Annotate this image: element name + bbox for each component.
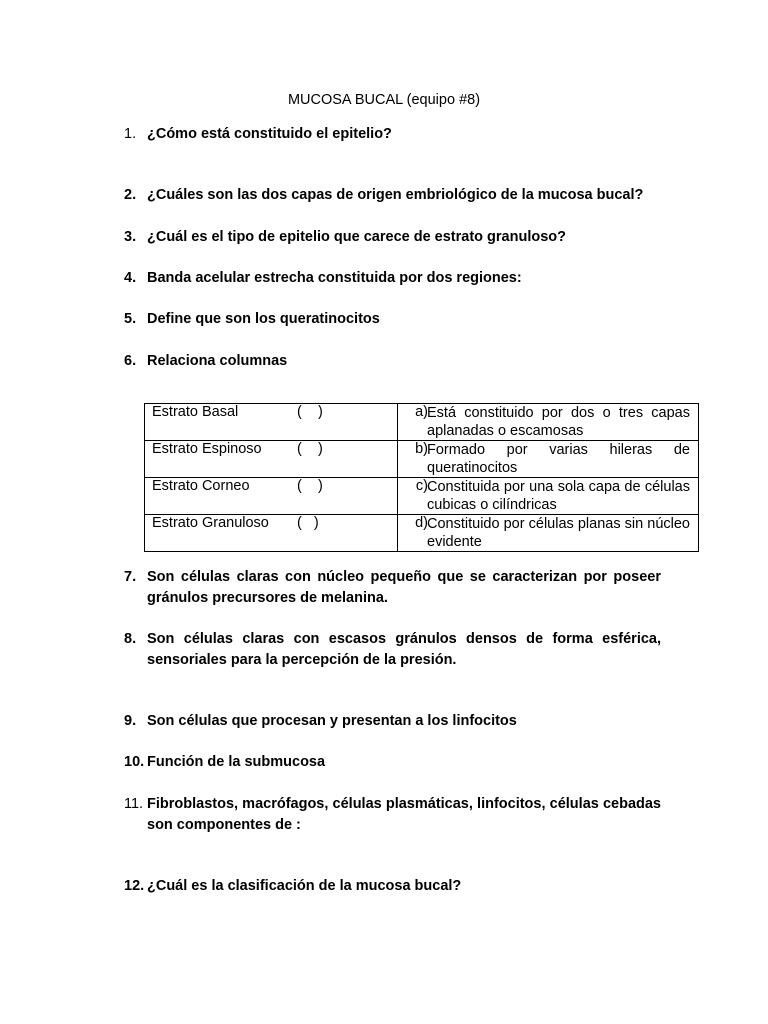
- right-cell: [398, 515, 699, 552]
- question-text: ¿Cuál es el tipo de epitelio que carece de estrato granuloso?: [147, 229, 566, 245]
- option-description: Constituido por células planas sin núcleo evidente: [427, 516, 690, 550]
- left-cell: [145, 478, 398, 515]
- left-cell: [145, 515, 398, 552]
- question-text: Define que son los queratinocitos: [147, 311, 380, 327]
- answer-blank: ( ): [297, 441, 323, 457]
- question-text: Son células claras con núcleo pequeño que se caracterizan por poseer gránulos precursores de melanina.: [147, 569, 661, 606]
- table-row: [145, 404, 699, 441]
- question-number: 6.: [124, 353, 137, 369]
- question-number: 4.: [124, 270, 137, 286]
- question-1: [124, 124, 661, 145]
- question-text: Son células que procesan y presentan a los linfocitos: [147, 713, 517, 729]
- question-text: Son células claras con escasos gránulos densos de forma esférica, sensoriales para la percepción de la presión.: [147, 631, 661, 668]
- match-columns-table: [144, 403, 699, 552]
- question-text: Banda acelular estrecha constituida por dos regiones:: [147, 270, 522, 286]
- question-text: ¿Cuál es la clasificación de la mucosa bucal?: [147, 878, 462, 894]
- question-number: 7.: [124, 569, 137, 585]
- table-row: [145, 515, 699, 552]
- stratum-name: Estrato Espinoso: [152, 441, 262, 457]
- right-cell: [398, 404, 699, 441]
- question-text: Fibroblastos, macrófagos, células plasmáticas, linfocitos, células cebadas son componentes de :: [147, 796, 661, 833]
- stratum-name: Estrato Granuloso: [152, 515, 269, 531]
- option-description: Formado por varias hileras de queratinocitos: [427, 442, 690, 476]
- question-2: [124, 185, 661, 206]
- answer-blank: ( ): [297, 404, 323, 420]
- stratum-name: Estrato Basal: [152, 404, 239, 420]
- question-number: 2.: [124, 187, 137, 203]
- question-number: 12.: [124, 878, 145, 894]
- question-9: [124, 711, 661, 732]
- table-row: [145, 478, 699, 515]
- question-number: 3.: [124, 229, 137, 245]
- question-11: [124, 794, 661, 836]
- question-number: 5.: [124, 311, 137, 327]
- right-cell: [398, 441, 699, 478]
- question-text: ¿Cuáles son las dos capas de origen embriológico de la mucosa bucal?: [147, 187, 644, 203]
- question-text: ¿Cómo está constituido el epitelio?: [147, 126, 392, 142]
- question-number: 8.: [124, 631, 137, 647]
- answer-blank: ( ): [297, 478, 323, 494]
- question-4: [124, 268, 661, 289]
- question-5: [124, 309, 661, 330]
- option-description: Constituida por una sola capa de células cubicas o cilíndricas: [427, 479, 690, 513]
- document-title: MUCOSA BUCAL (equipo #8): [287, 92, 481, 108]
- question-number: 1.: [124, 126, 137, 142]
- left-cell: [145, 441, 398, 478]
- question-12: [124, 876, 661, 897]
- answer-blank: ( ): [297, 515, 319, 531]
- question-text: Función de la submucosa: [147, 754, 326, 770]
- question-6: [124, 351, 661, 372]
- question-text: Relaciona columnas: [147, 353, 288, 369]
- table-row: [145, 441, 699, 478]
- option-letter: a): [415, 404, 428, 420]
- left-cell: [145, 404, 398, 441]
- option-letter: b): [415, 441, 428, 457]
- option-letter: c): [415, 478, 428, 494]
- question-8: [124, 629, 661, 671]
- option-letter: d): [415, 515, 428, 531]
- right-cell: [398, 478, 699, 515]
- question-number: 9.: [124, 713, 137, 729]
- question-3: [124, 227, 661, 248]
- stratum-name: Estrato Corneo: [152, 478, 250, 494]
- question-7: [124, 567, 661, 609]
- question-number: 11.: [124, 796, 144, 812]
- question-number: 10.: [124, 754, 145, 770]
- option-description: Está constituido por dos o tres capas aplanadas o escamosas: [427, 405, 690, 439]
- question-10: [124, 752, 661, 773]
